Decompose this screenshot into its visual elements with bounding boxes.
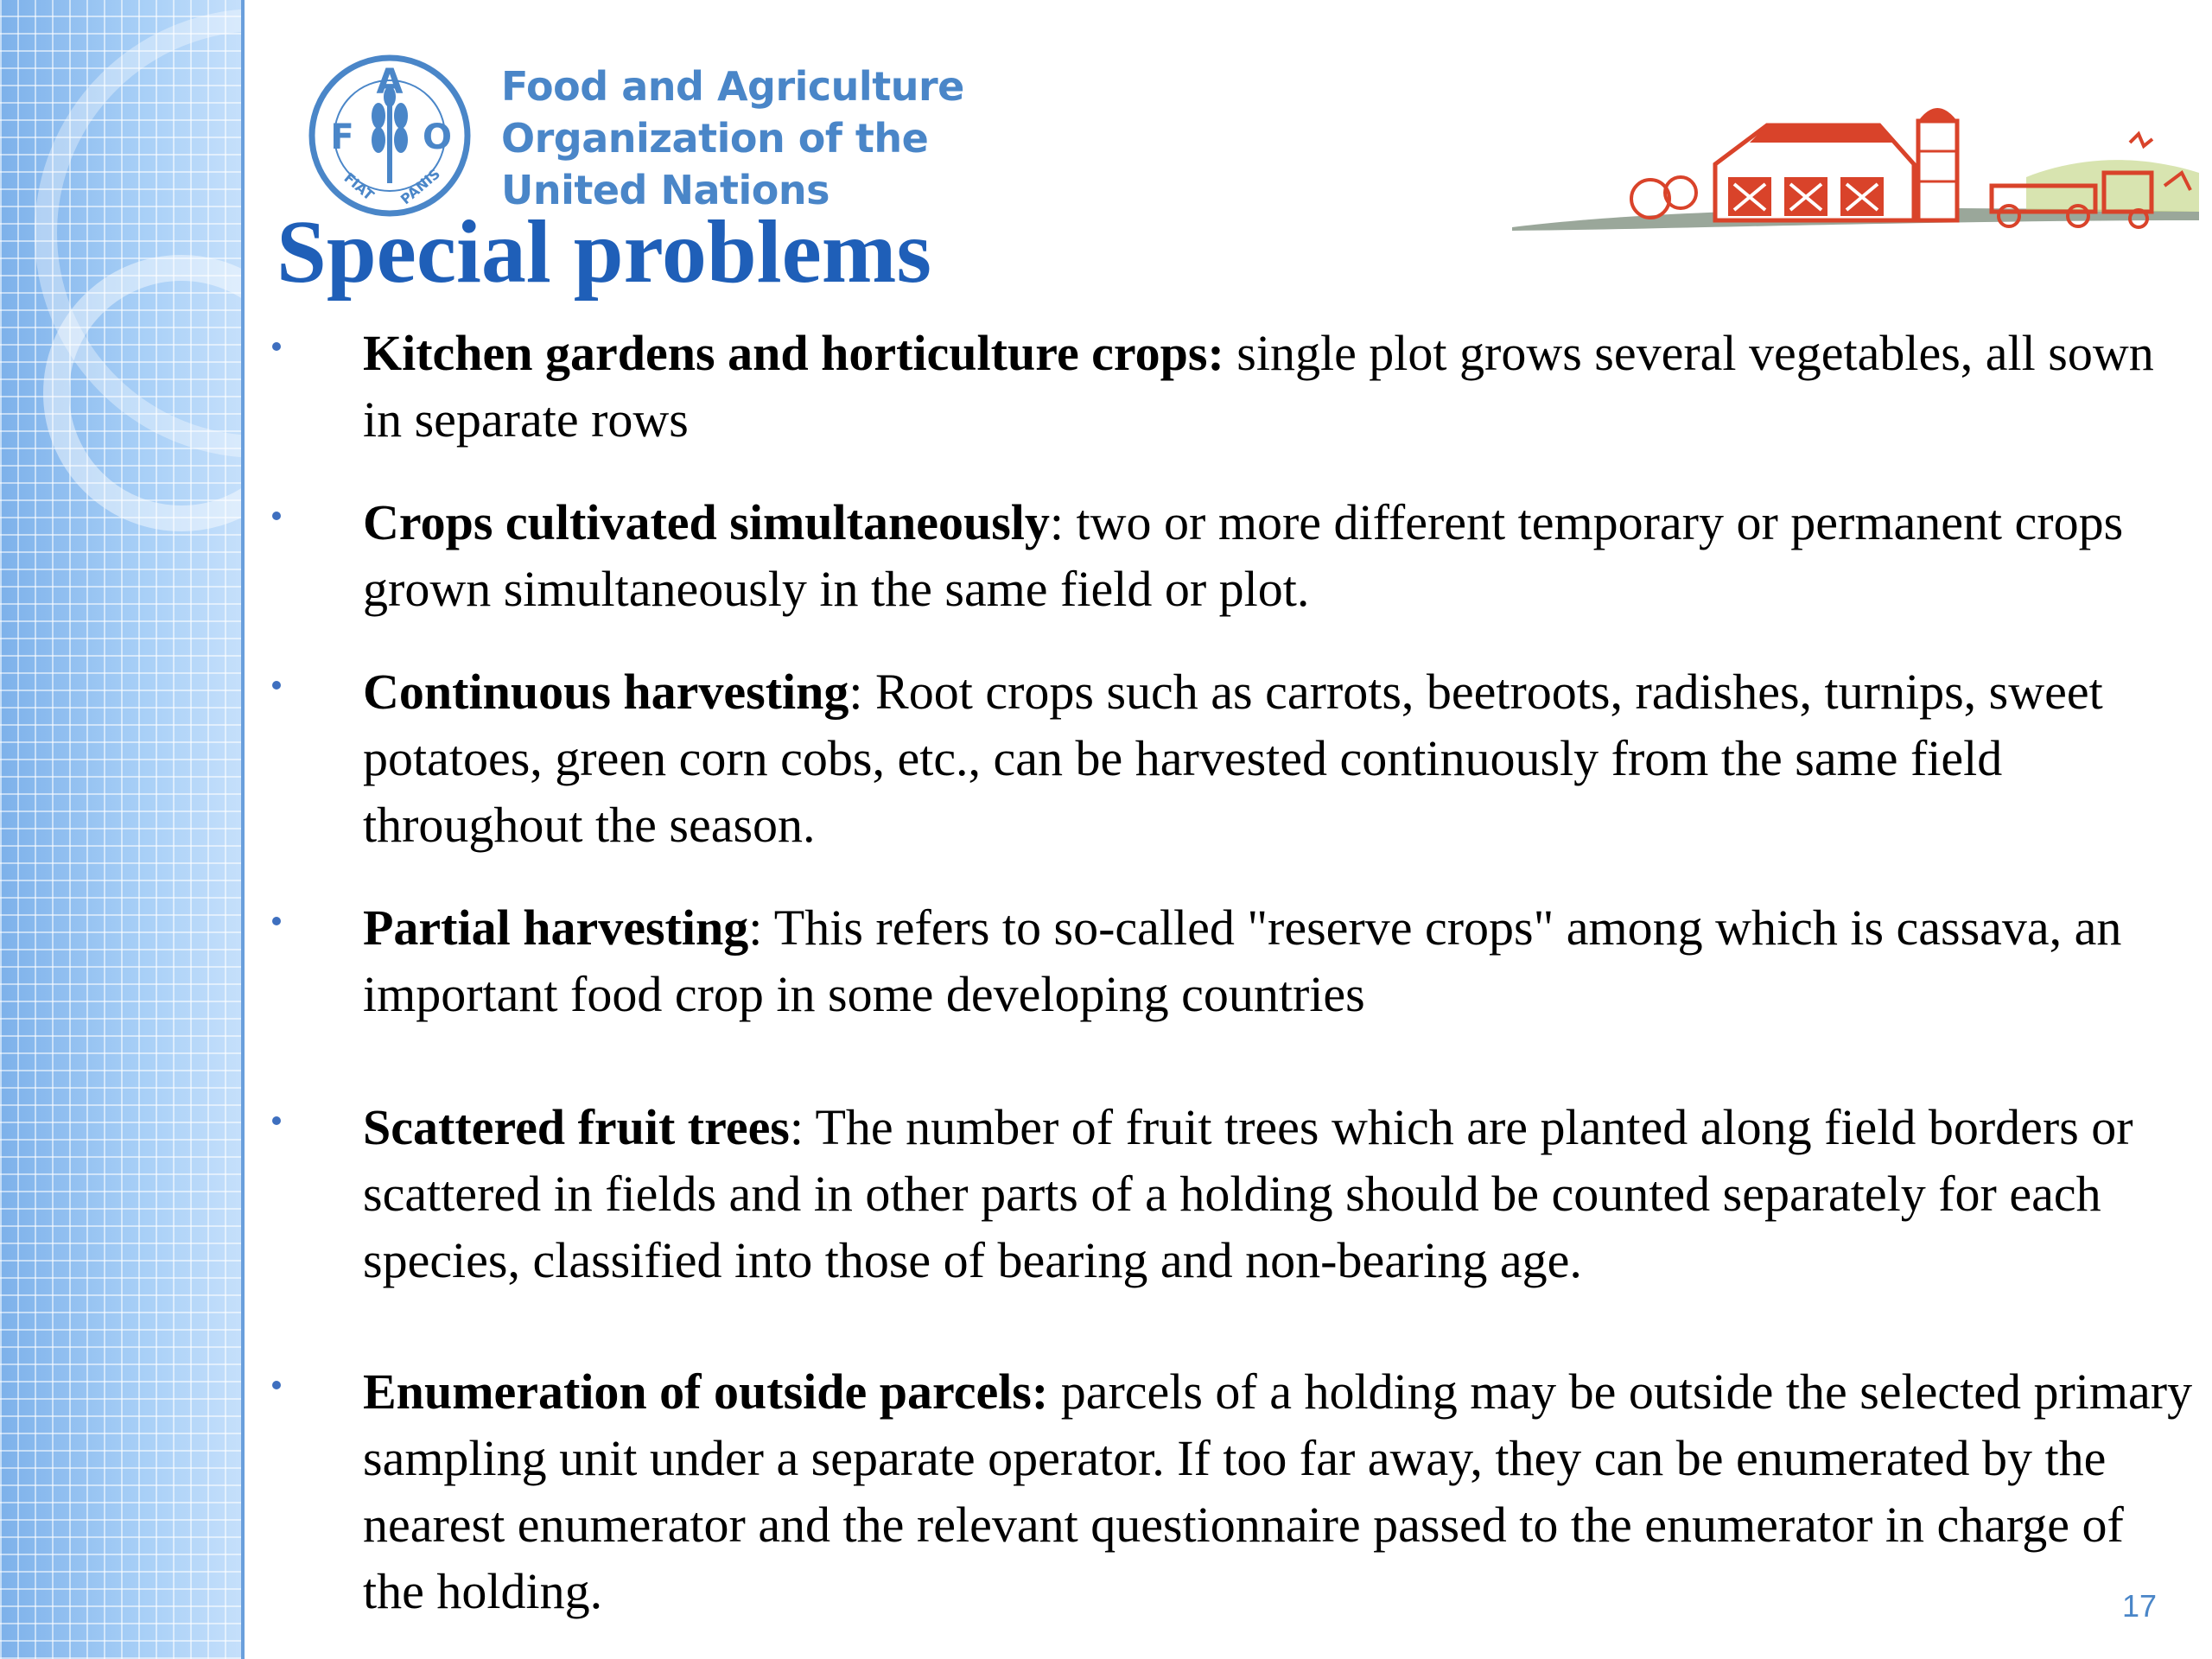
list-item [268,658,2195,858]
page-number: 17 [2122,1588,2158,1624]
logo-text-line-2: Organization of the [501,115,929,162]
logo-motto-panis: PANIS [397,165,444,208]
bullet-description: : The number of fruit trees which are planted along field borders or scattered in fields and in other parts of a holding should be counted separately for each species, classified into those of bearing and non-bearing age. [363,1099,2133,1288]
bullet-text [363,658,2195,858]
bullet-icon [272,1381,281,1389]
logo-text-line-3: United Nations [501,167,830,213]
list-item [268,1094,2195,1294]
logo-letter-f: F [330,118,354,157]
list-item [268,320,2195,453]
bullet-term: Kitchen gardens and horticulture crops: [363,325,1224,381]
bullet-text [363,489,2195,622]
logo-letter-o: O [422,118,453,157]
list-item [268,489,2195,622]
bullet-icon [272,917,281,925]
logo-text-line-1: Food and Agriculture [501,63,964,110]
bullet-term: Partial harvesting [363,899,749,956]
bullet-term: Continuous harvesting [363,664,849,720]
bullet-description: single plot grows several vegetables, all sown in separate rows [363,325,2154,448]
bullet-icon [272,342,281,351]
bullet-text [363,1094,2195,1294]
bullet-term: Crops cultivated simultaneously [363,494,1050,550]
bullet-icon [272,512,281,520]
bullet-description: parcels of a holding may be outside the selected primary sampling unit under a separate operator. If too far away, they can be enumerated by the nearest enumerator and the relevant questionnaire passed to the enumerator in charge of the holding. [363,1363,2193,1619]
bullet-description: : Root crops such as carrots, beetroots, radishes, turnips, sweet potatoes, green corn cobs, etc., can be harvested continuously from the same field throughout the season. [363,664,2103,853]
bullet-term: Enumeration of outside parcels: [363,1363,1049,1420]
bullet-description: : two or more different temporary or permanent crops grown simultaneously in the same field or plot. [363,494,2124,617]
bullet-icon [272,1116,281,1125]
list-item [268,894,2195,1027]
logo-letter-a: A [376,62,404,102]
bullet-text [363,320,2195,453]
slide-title: Special problems [276,202,931,302]
bullet-icon [272,681,281,690]
bullet-text [363,1358,2195,1624]
list-item [268,1358,2195,1624]
logo-motto-fiat: FIAT [340,168,378,204]
bullet-description: : This refers to so-called "reserve crops" among which is cassava, an important food crop in some developing countries [363,899,2122,1022]
bullet-term: Scattered fruit trees [363,1099,790,1155]
bullet-text [363,894,2195,1027]
